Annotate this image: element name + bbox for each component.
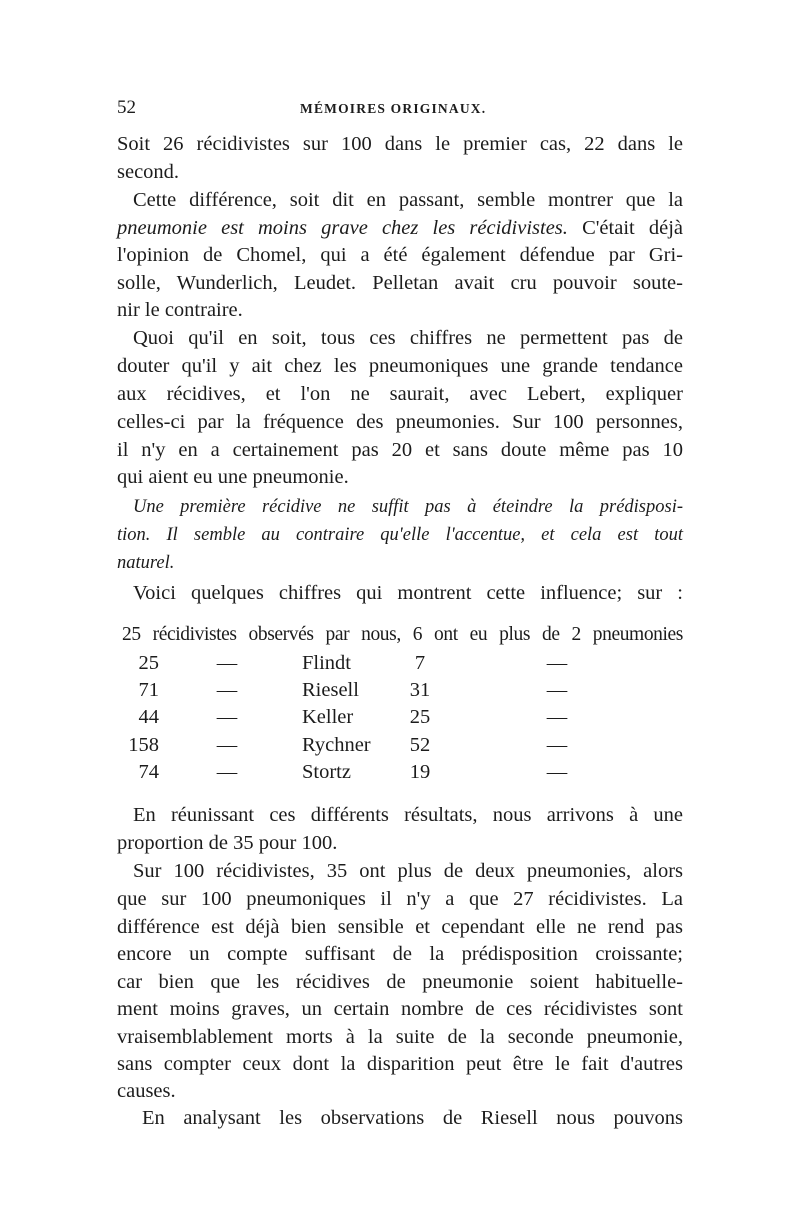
table-cell-total: 158 (128, 734, 159, 756)
table-cell-author: Rychner (302, 734, 371, 756)
table-cell-total: 71 (138, 679, 159, 701)
running-title: MÉMOIRES ORIGINAUX. (300, 101, 487, 116)
text-line: douter qu'il y ait chez les pneumoniques une grande tendance (117, 355, 683, 377)
text-line: nir le contraire. (117, 299, 243, 321)
text-line: En réunissant ces différents résultats, nous arrivons à une (133, 804, 683, 826)
table-row (117, 649, 683, 677)
table-cell-dash: — (216, 706, 238, 728)
text-line: solle, Wunderlich, Leudet. Pelletan avait cru pouvoir soute- (117, 272, 683, 294)
table-row (117, 731, 683, 759)
table-cell-total: 25 (138, 652, 159, 674)
table-cell-count: 31 (409, 679, 431, 701)
text-line: différence est déjà bien sensible et cependant elle ne rend pas (117, 916, 683, 938)
table-cell-dash: — (546, 734, 568, 756)
page-number: 52 (117, 97, 136, 118)
table-cell-dash: — (216, 761, 238, 783)
text-line: Sur 100 récidivistes, 35 ont plus de deux pneumonies, alors (133, 860, 683, 882)
text-line: sans compter ceux dont la disparition peut être le fait d'autres (117, 1053, 683, 1075)
table-cell-author: Keller (302, 706, 354, 728)
text-line: celles-ci par la fréquence des pneumonies. Sur 100 personnes, (117, 411, 683, 433)
text-line: que sur 100 pneumoniques il n'y a que 27 récidivistes. La (117, 888, 683, 910)
table-row (117, 703, 683, 731)
table-cell-dash: — (546, 761, 568, 783)
text-line: encore un compte suffisant de la prédisposition croissante; (117, 943, 683, 965)
table-cell-author: Flindt (302, 652, 351, 674)
table-row (117, 758, 683, 786)
text-line: Voici quelques chiffres qui montrent cette influence; sur : (133, 582, 683, 604)
table-cell-count: 7 (414, 652, 426, 674)
table-cell-dash: — (216, 652, 238, 674)
text-line: aux récidives, et l'on ne saurait, avec Lebert, expliquer (117, 383, 683, 405)
text-line: En analysant les observations de Riesell nous pouvons (142, 1107, 683, 1129)
italic-line: naturel. (117, 553, 175, 573)
text-line: Cette différence, soit dit en passant, semble montrer que la (133, 189, 683, 211)
italic-line: tion. Il semble au contraire qu'elle l'accentue, et cela est tout (117, 525, 683, 545)
text-line: vraisemblablement morts à la suite de la seconde pneumonie, (117, 1026, 683, 1048)
table-cell-dash: — (546, 679, 568, 701)
text-line: Quoi qu'il en soit, tous ces chiffres ne permettent pas de (133, 327, 683, 349)
table-cell-count: 25 (409, 706, 431, 728)
text-line: ment moins graves, un certain nombre de ces récidivistes sont (117, 998, 683, 1020)
italic-line: Une première récidive ne suffit pas à éteindre la prédisposi- (133, 497, 683, 517)
text-line: il n'y en a certainement pas 20 et sans doute même pas 10 (117, 439, 683, 461)
table-cell-dash: — (216, 679, 238, 701)
table-cell-author: Stortz (302, 761, 351, 783)
table-cell-dash: — (546, 652, 568, 674)
table-cell-total: 74 (138, 761, 159, 783)
text-line: second. (117, 161, 180, 183)
text-line: proportion de 35 pour 100. (117, 832, 338, 854)
text-line: l'opinion de Chomel, qui a été également défendue par Gri- (117, 244, 683, 266)
table-cell-total: 44 (138, 706, 159, 728)
text-line: car bien que les récidives de pneumonie soient habituelle- (117, 971, 683, 993)
table-cell-author: Riesell (302, 679, 359, 701)
italic-phrase: pneumonie est moins grave chez les récidivistes. (117, 217, 568, 239)
table-cell-dash: — (546, 706, 568, 728)
text-line: qui aient eu une pneumonie. (117, 466, 349, 488)
text-line: causes. (117, 1080, 176, 1102)
text-line: 25 récidivistes observés par nous, 6 ont eu plus de 2 pneumonies (122, 624, 683, 645)
table-cell-dash: — (216, 734, 238, 756)
text-line: Soit 26 récidivistes sur 100 dans le premier cas, 22 dans le (117, 133, 683, 155)
text-line: pneumonie est moins grave chez les récidivistes. C'était déjà (117, 217, 684, 239)
table-cell-count: 19 (409, 761, 431, 783)
table-row (117, 676, 683, 704)
table-cell-count: 52 (409, 734, 431, 756)
